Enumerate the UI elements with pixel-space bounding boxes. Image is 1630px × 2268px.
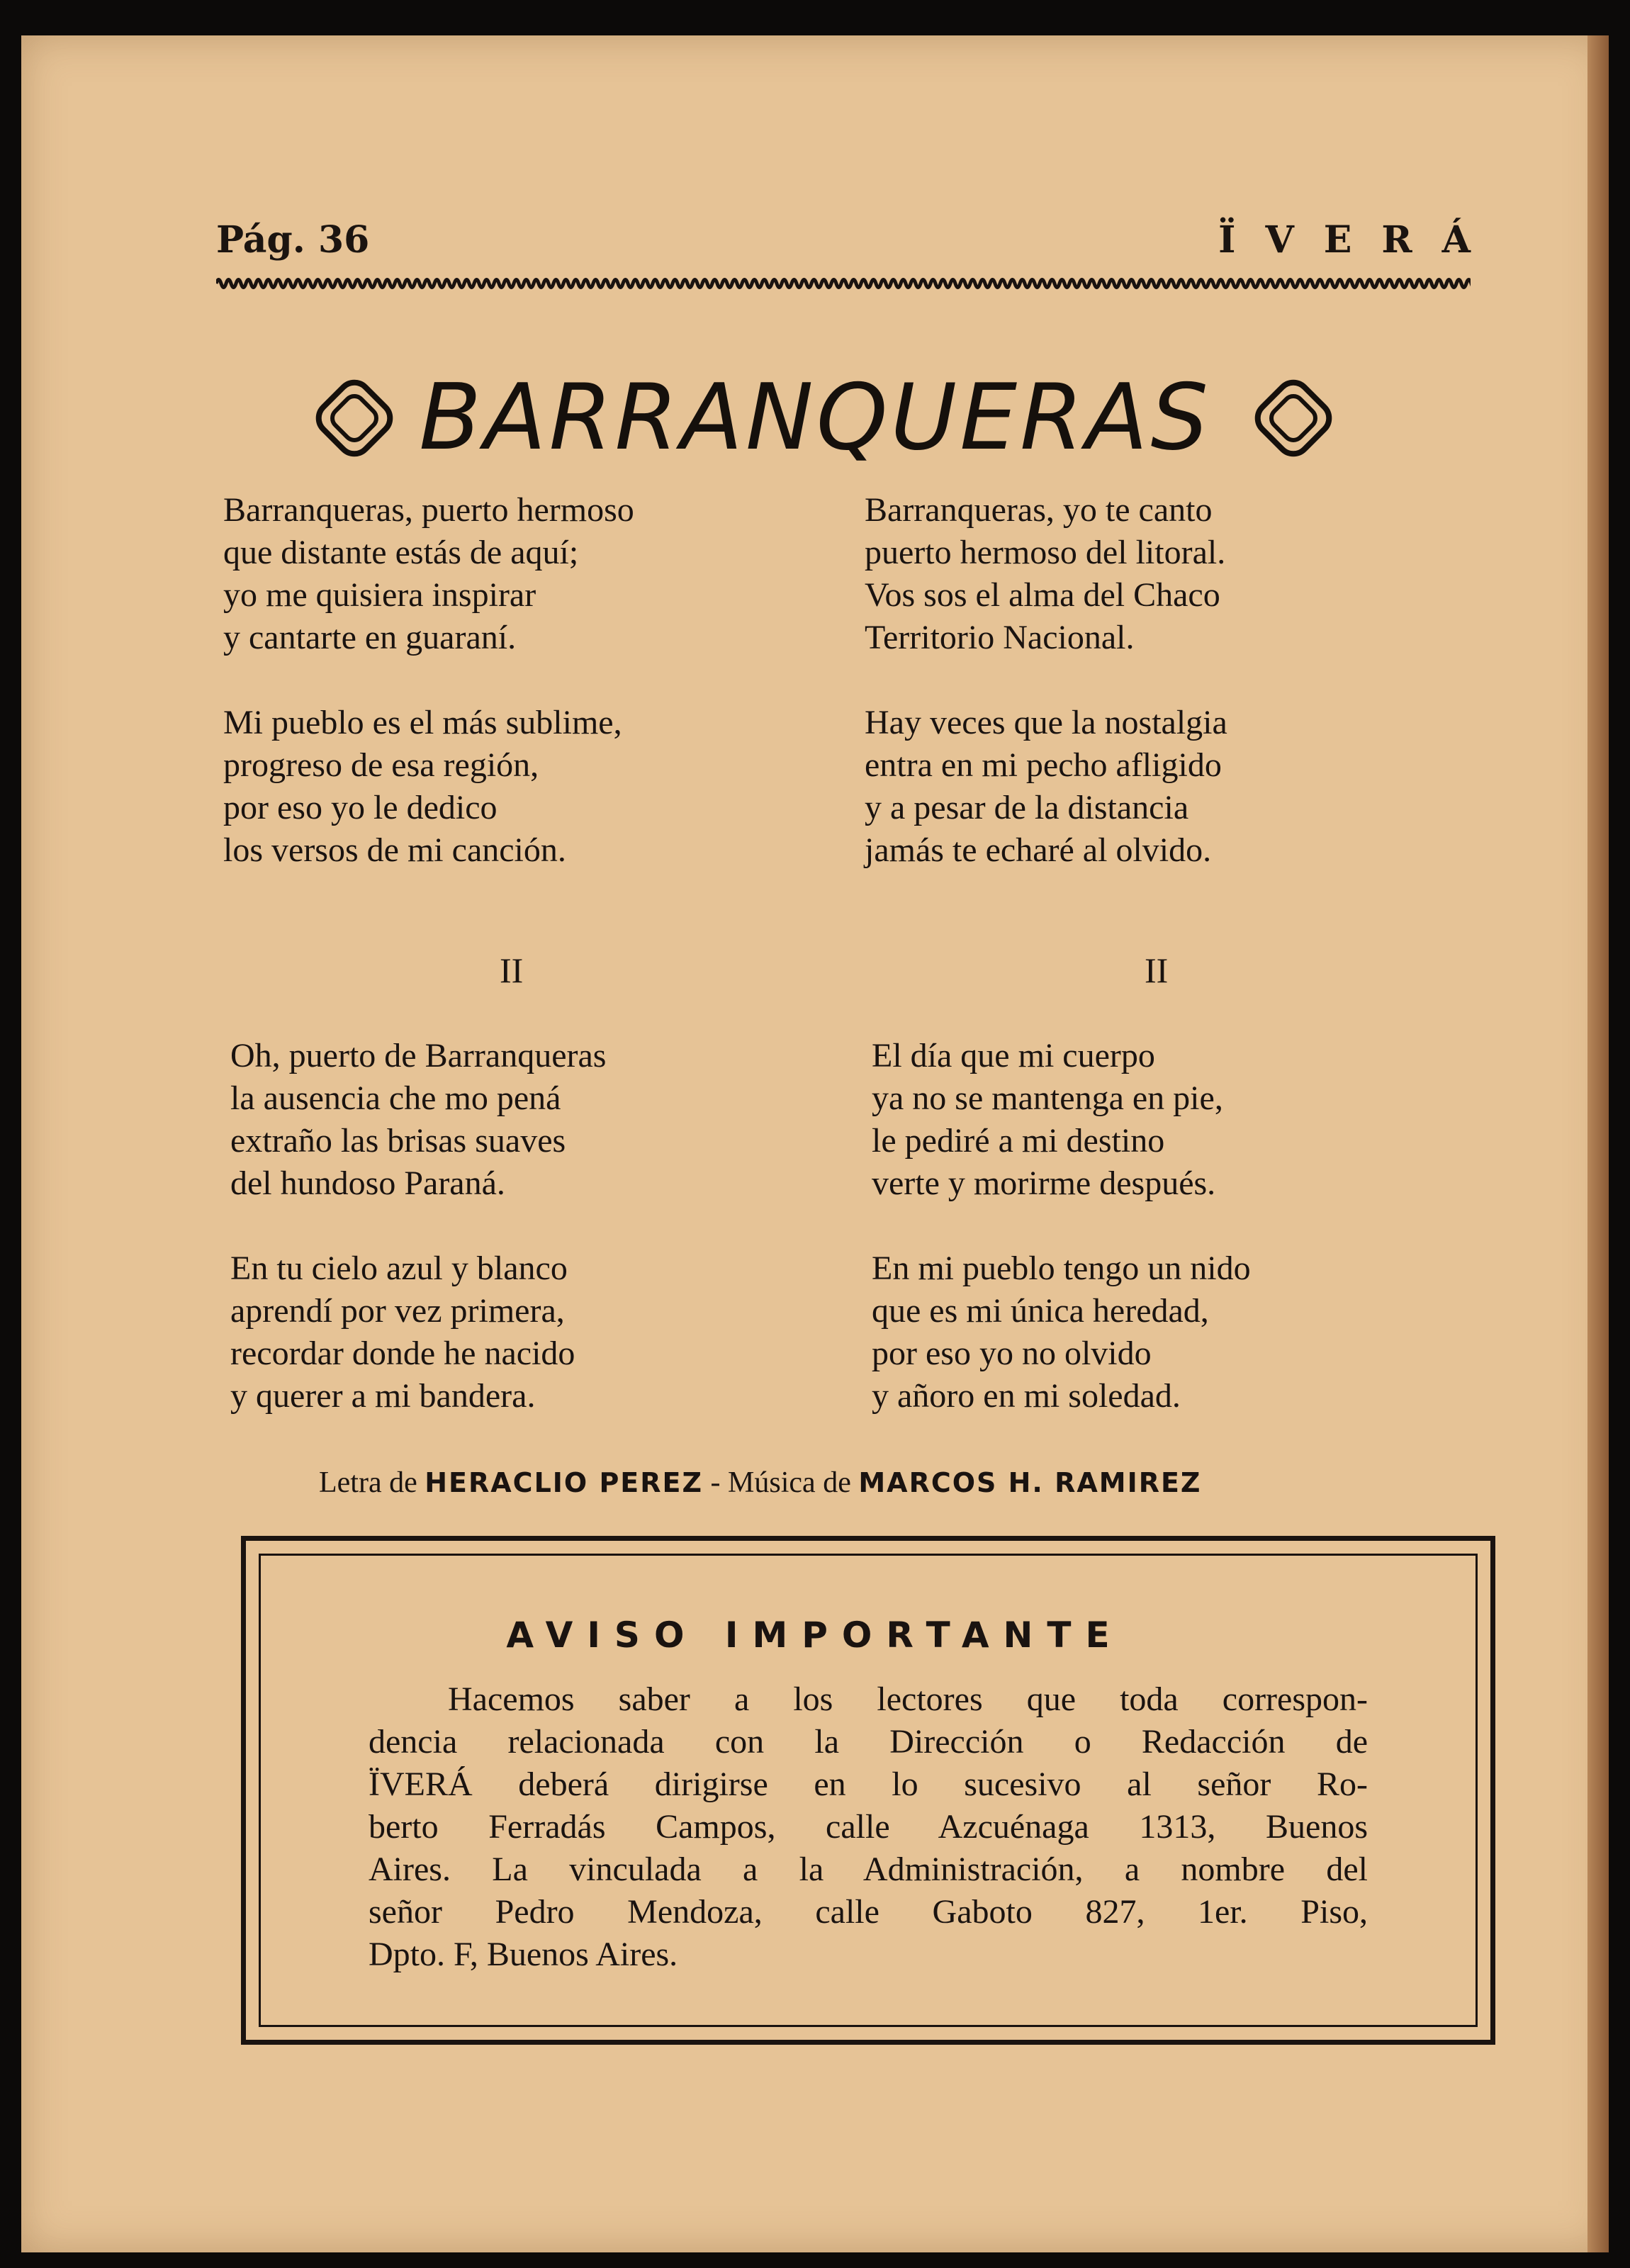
- verse-line: y cantarte en guaraní.: [223, 619, 517, 656]
- verse-line: extraño las brisas suaves: [230, 1122, 566, 1160]
- verse-line: aprendí por vez primera,: [230, 1292, 565, 1330]
- credit-separator: -: [710, 1466, 721, 1499]
- verse-line: por eso yo le dedico: [223, 789, 498, 826]
- verse-line: En mi pueblo tengo un nido: [872, 1250, 1251, 1287]
- verse-line: puerto hermoso del litoral.: [865, 534, 1226, 571]
- stanza: [865, 489, 1502, 659]
- verse-line: El día que mi cuerpo: [872, 1037, 1155, 1074]
- song-credits: [319, 1466, 1424, 1500]
- poem-title: BARRANQUERAS: [419, 365, 1211, 471]
- verse-line: Barranqueras, yo te canto: [865, 491, 1213, 529]
- verse-line: yo me quisiera inspirar: [223, 576, 536, 614]
- stanza: [872, 1247, 1510, 1418]
- verse-line: Hay veces que la nostalgia: [865, 704, 1227, 741]
- notice-line: señor Pedro Mendoza, calle Gaboto 827, 1er. Piso,: [369, 1893, 1368, 1931]
- section-label: II: [500, 950, 524, 990]
- lyrics-prefix: Letra de: [319, 1466, 417, 1499]
- verse-line: le pediré a mi destino: [872, 1122, 1165, 1160]
- verse-line: progreso de esa región,: [223, 746, 539, 784]
- notice-line: dencia relacionada con la Dirección o Redacción de: [369, 1723, 1368, 1761]
- page-header: [216, 218, 1500, 268]
- stanza: [223, 489, 861, 659]
- verse-line: que es mi única heredad,: [872, 1292, 1209, 1330]
- stanza: [223, 702, 861, 872]
- verse-line: los versos de mi canción.: [223, 831, 566, 869]
- verse-line: Barranqueras, puerto hermoso: [223, 491, 634, 529]
- composer-name: MARCOS H. RAMIREZ: [858, 1467, 1202, 1498]
- magazine-page: [21, 35, 1609, 2252]
- stanza: [865, 702, 1502, 872]
- notice-line: Hacemos saber a los lectores que toda correspon-: [448, 1680, 1368, 1718]
- lyricist-name: HERACLIO PEREZ: [425, 1467, 704, 1498]
- verse-line: por eso yo no olvido: [872, 1335, 1152, 1372]
- left-column-part-2: [230, 1035, 868, 1460]
- diamond-ornament-icon: [312, 376, 397, 461]
- notice-line: berto Ferradás Campos, calle Azcuénaga 1313, Buenos: [369, 1808, 1368, 1846]
- section-label: II: [1145, 950, 1169, 990]
- verse-line: ya no se mantenga en pie,: [872, 1079, 1223, 1117]
- right-column-part-2: [872, 1035, 1510, 1460]
- verse-line: Territorio Nacional.: [865, 619, 1135, 656]
- verse-line: y a pesar de la distancia: [865, 789, 1189, 826]
- verse-line: En tu cielo azul y blanco: [230, 1250, 568, 1287]
- verse-line: la ausencia che mo pená: [230, 1079, 561, 1117]
- verse-line: recordar donde he nacido: [230, 1335, 575, 1372]
- stanza: [872, 1035, 1510, 1205]
- verse-line: entra en mi pecho afligido: [865, 746, 1222, 784]
- wavy-rule: [216, 273, 1471, 294]
- verse-line: y añoro en mi soledad.: [872, 1377, 1181, 1415]
- notice-line: ÏVERÁ deberá dirigirse en lo sucesivo al señor Ro-: [369, 1765, 1368, 1803]
- verse-line: que distante estás de aquí;: [223, 534, 579, 571]
- verse-line: Oh, puerto de Barranqueras: [230, 1037, 607, 1074]
- diamond-ornament-icon: [1251, 376, 1336, 461]
- verse-line: del hundoso Paraná.: [230, 1164, 505, 1202]
- music-prefix: Música de: [728, 1466, 851, 1499]
- notice-line: Dpto. F, Buenos Aires.: [369, 1936, 678, 1973]
- verse-line: Mi pueblo es el más sublime,: [223, 704, 622, 741]
- page-number: Pág. 36: [216, 218, 370, 262]
- verse-line: Vos sos el alma del Chaco: [865, 576, 1220, 614]
- magazine-title: ÏVERÁ: [1218, 218, 1500, 262]
- verse-line: verte y morirme después.: [872, 1164, 1216, 1202]
- verse-line: jamás te echaré al olvido.: [865, 831, 1212, 869]
- stanza: [230, 1247, 868, 1418]
- notice-line: Aires. La vinculada a la Administración, a nombre del: [369, 1851, 1368, 1888]
- stanza: [230, 1035, 868, 1205]
- verse-line: y querer a mi bandera.: [230, 1377, 536, 1415]
- left-column-part-1: [223, 489, 861, 914]
- notice-title: AVISO IMPORTANTE: [506, 1615, 1124, 1656]
- right-column-part-1: [865, 489, 1502, 914]
- notice-body: [369, 1678, 1368, 1976]
- poem-title-row: [21, 347, 1609, 489]
